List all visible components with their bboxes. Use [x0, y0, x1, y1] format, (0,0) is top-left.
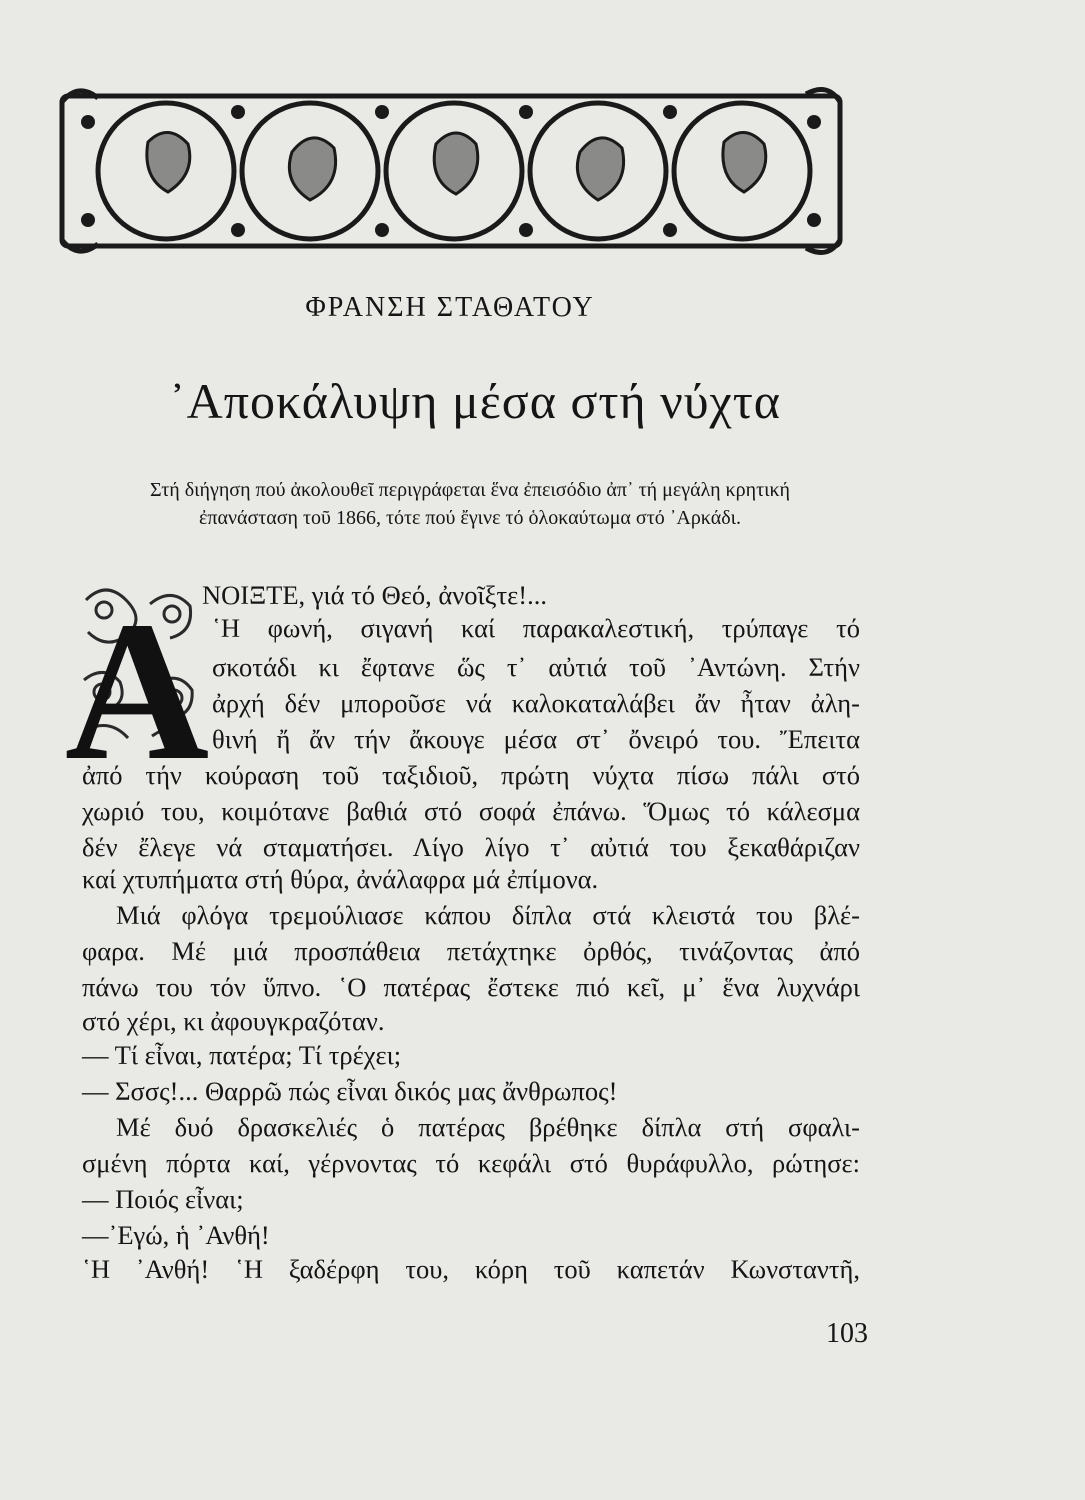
text-line: χωριό του, κοιμότανε βαθιά στό σοφά ἐπάνω. Ὅμως τό κάλεσμα — [82, 796, 860, 826]
text-line: στό χέρι, κι ἀφουγκραζόταν. — [82, 1006, 385, 1036]
page-number: 103 — [826, 1318, 868, 1349]
text-line: καί χτυπήματα στή θύρα, ἀνάλαφρα μά ἐπίμονα. — [82, 864, 599, 894]
text-line: Μιά φλόγα τρεμούλιασε κάπου δίπλα στά κλειστά του βλέ- — [116, 900, 860, 930]
intro-paragraph — [70, 476, 870, 532]
text-line: πάνω του τόν ὕπνο. ῾Ο πατέρας ἔστεκε πιό κεῖ, μ᾿ ἕνα λυχνάρι — [82, 972, 860, 1002]
text-line: Μέ δυό δρασκελιές ὁ πατέρας βρέθηκε δίπλα στή σφαλι- — [116, 1112, 860, 1142]
author-name: ΦΡΑΝΣΗ ΣΤΑΘΑΤΟΥ — [305, 292, 595, 323]
text-line: σκοτάδι κι ἔφτανε ὥς τ᾿ αὐτιά τοῦ ᾿Αντώνη. Στήν — [212, 652, 860, 682]
intro-line: ἐπανάσταση τοῦ 1866, τότε πού ἔγινε τό ὁλοκαύτωμα στό ᾿Αρκάδι. — [198, 507, 741, 529]
text-line: ἀρχή δέν μποροῦσε νά καλοκαταλάβει ἄν ἦταν ἀλη- — [212, 688, 860, 718]
floral-headpiece-ornament — [58, 82, 846, 260]
text-line: — Σσσς!... Θαρρῶ πώς εἶναι δικός μας ἄνθρωπος! — [82, 1076, 618, 1106]
text-line: — Ποιός εἶναι; — [82, 1184, 244, 1214]
text-line: θινή ἤ ἄν τήν ἄκουγε μέσα στ᾿ ὄνειρό του. Ἔπειτα — [212, 724, 860, 754]
text-line: φαρα. Μέ μιά προσπάθεια πετάχτηκε ὀρθός, τινάζοντας ἀπό — [82, 936, 860, 966]
text-line: ῾Η φωνή, σιγανή καί παρακαλεστική, τρύπαγε τό — [212, 613, 860, 643]
initial-letter: Α — [64, 581, 210, 802]
decorated-initial — [64, 580, 210, 802]
intro-line: Στή διήγηση πού ἀκολουθεῖ περιγράφεται ἕνα ἐπεισόδιο ἀπ᾿ τή μεγάλη κρητική — [149, 479, 791, 501]
text-line: ἀπό τήν κούραση τοῦ ταξιδιοῦ, πρώτη νύχτα πίσω πάλι στό — [82, 760, 860, 790]
text-line: —᾿Εγώ, ἡ ᾿Ανθή! — [82, 1220, 270, 1250]
text-line: — Τί εἶναι, πατέρα; Τί τρέχει; — [82, 1040, 402, 1070]
text-line: ΝΟΙΞΤΕ, γιά τό Θεό, ἀνοῖξτε!... — [202, 580, 547, 610]
text-line: ῾Η ᾿Ανθή! ῾Η ξαδέρφη του, κόρη τοῦ καπετάν Κωνσταντῆ, — [82, 1254, 860, 1284]
text-line: δέν ἔλεγε νά σταματήσει. Λίγο λίγο τ᾿ αὐτιά του ξεκαθάριζαν — [82, 832, 860, 862]
story-title: ᾿Αποκάλυψη μέσα στή νύχτα — [169, 373, 781, 429]
text-line: σμένη πόρτα καί, γέρνοντας τό κεφάλι στό θυράφυλλο, ρώτησε: — [82, 1148, 860, 1178]
